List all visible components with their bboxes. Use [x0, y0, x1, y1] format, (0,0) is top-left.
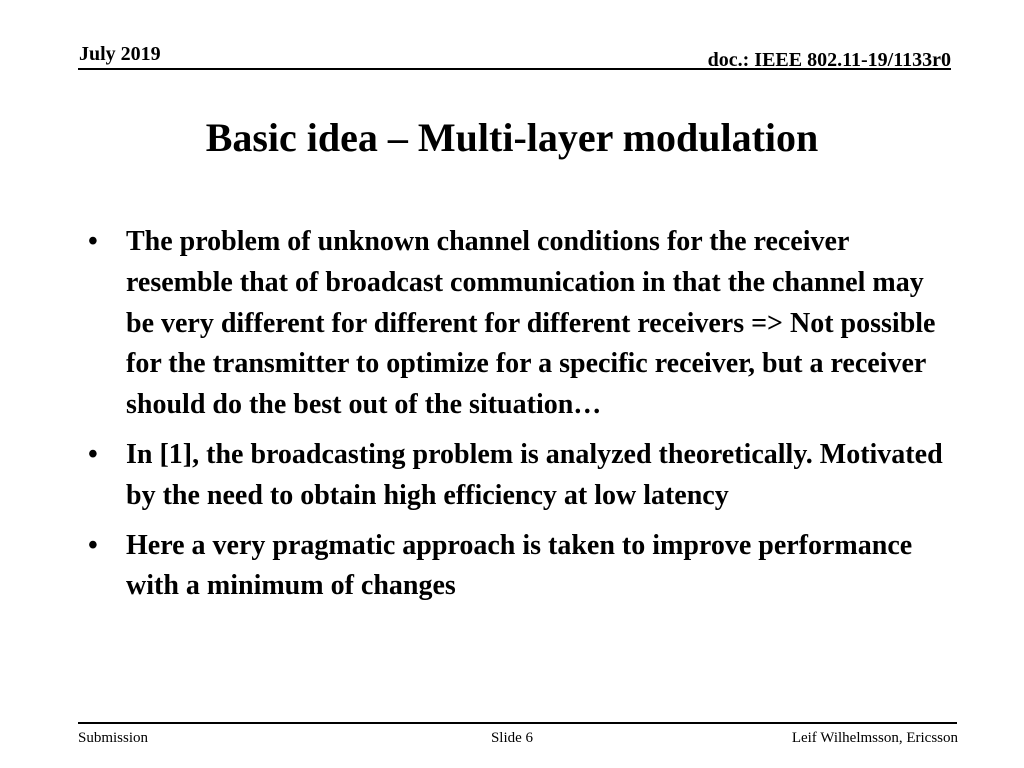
bullet-icon: •: [88, 226, 98, 257]
bullet-text: In [1], the broadcasting problem is analyzed theoretically. Motivated by the need to obtain high efficiency at low latency: [126, 438, 943, 511]
bullet-icon: •: [88, 438, 98, 470]
slide-number: Slide 6: [490, 730, 534, 746]
bullet-text: Here a very pragmatic approach is taken to improve performance with a minimum of changes: [126, 529, 913, 602]
bullet-text: The problem of unknown channel conditions for the receiver resemble that of broadcast communication in that the channel may be very different for different for different receivers => Not possible for the transmitter to optimize for a specific receiver, but a receiver should do the best out of the situation…: [126, 226, 936, 421]
bullet-icon: •: [88, 529, 98, 561]
bullet-item: [88, 526, 948, 608]
bullet-list: [88, 222, 948, 616]
header-divider: [78, 68, 951, 70]
header-date: July 2019: [79, 43, 161, 65]
footer-submission: Submission: [78, 730, 149, 746]
footer-author: Leif Wilhelmsson, Ericsson: [791, 730, 958, 746]
bullet-item: [88, 222, 948, 426]
bullet-item: [88, 435, 948, 517]
footer-divider: [78, 722, 957, 724]
document-id: doc.: IEEE 802.11-19/1133r0: [707, 49, 951, 71]
slide-title: Basic idea – Multi-layer modulation: [205, 115, 819, 160]
